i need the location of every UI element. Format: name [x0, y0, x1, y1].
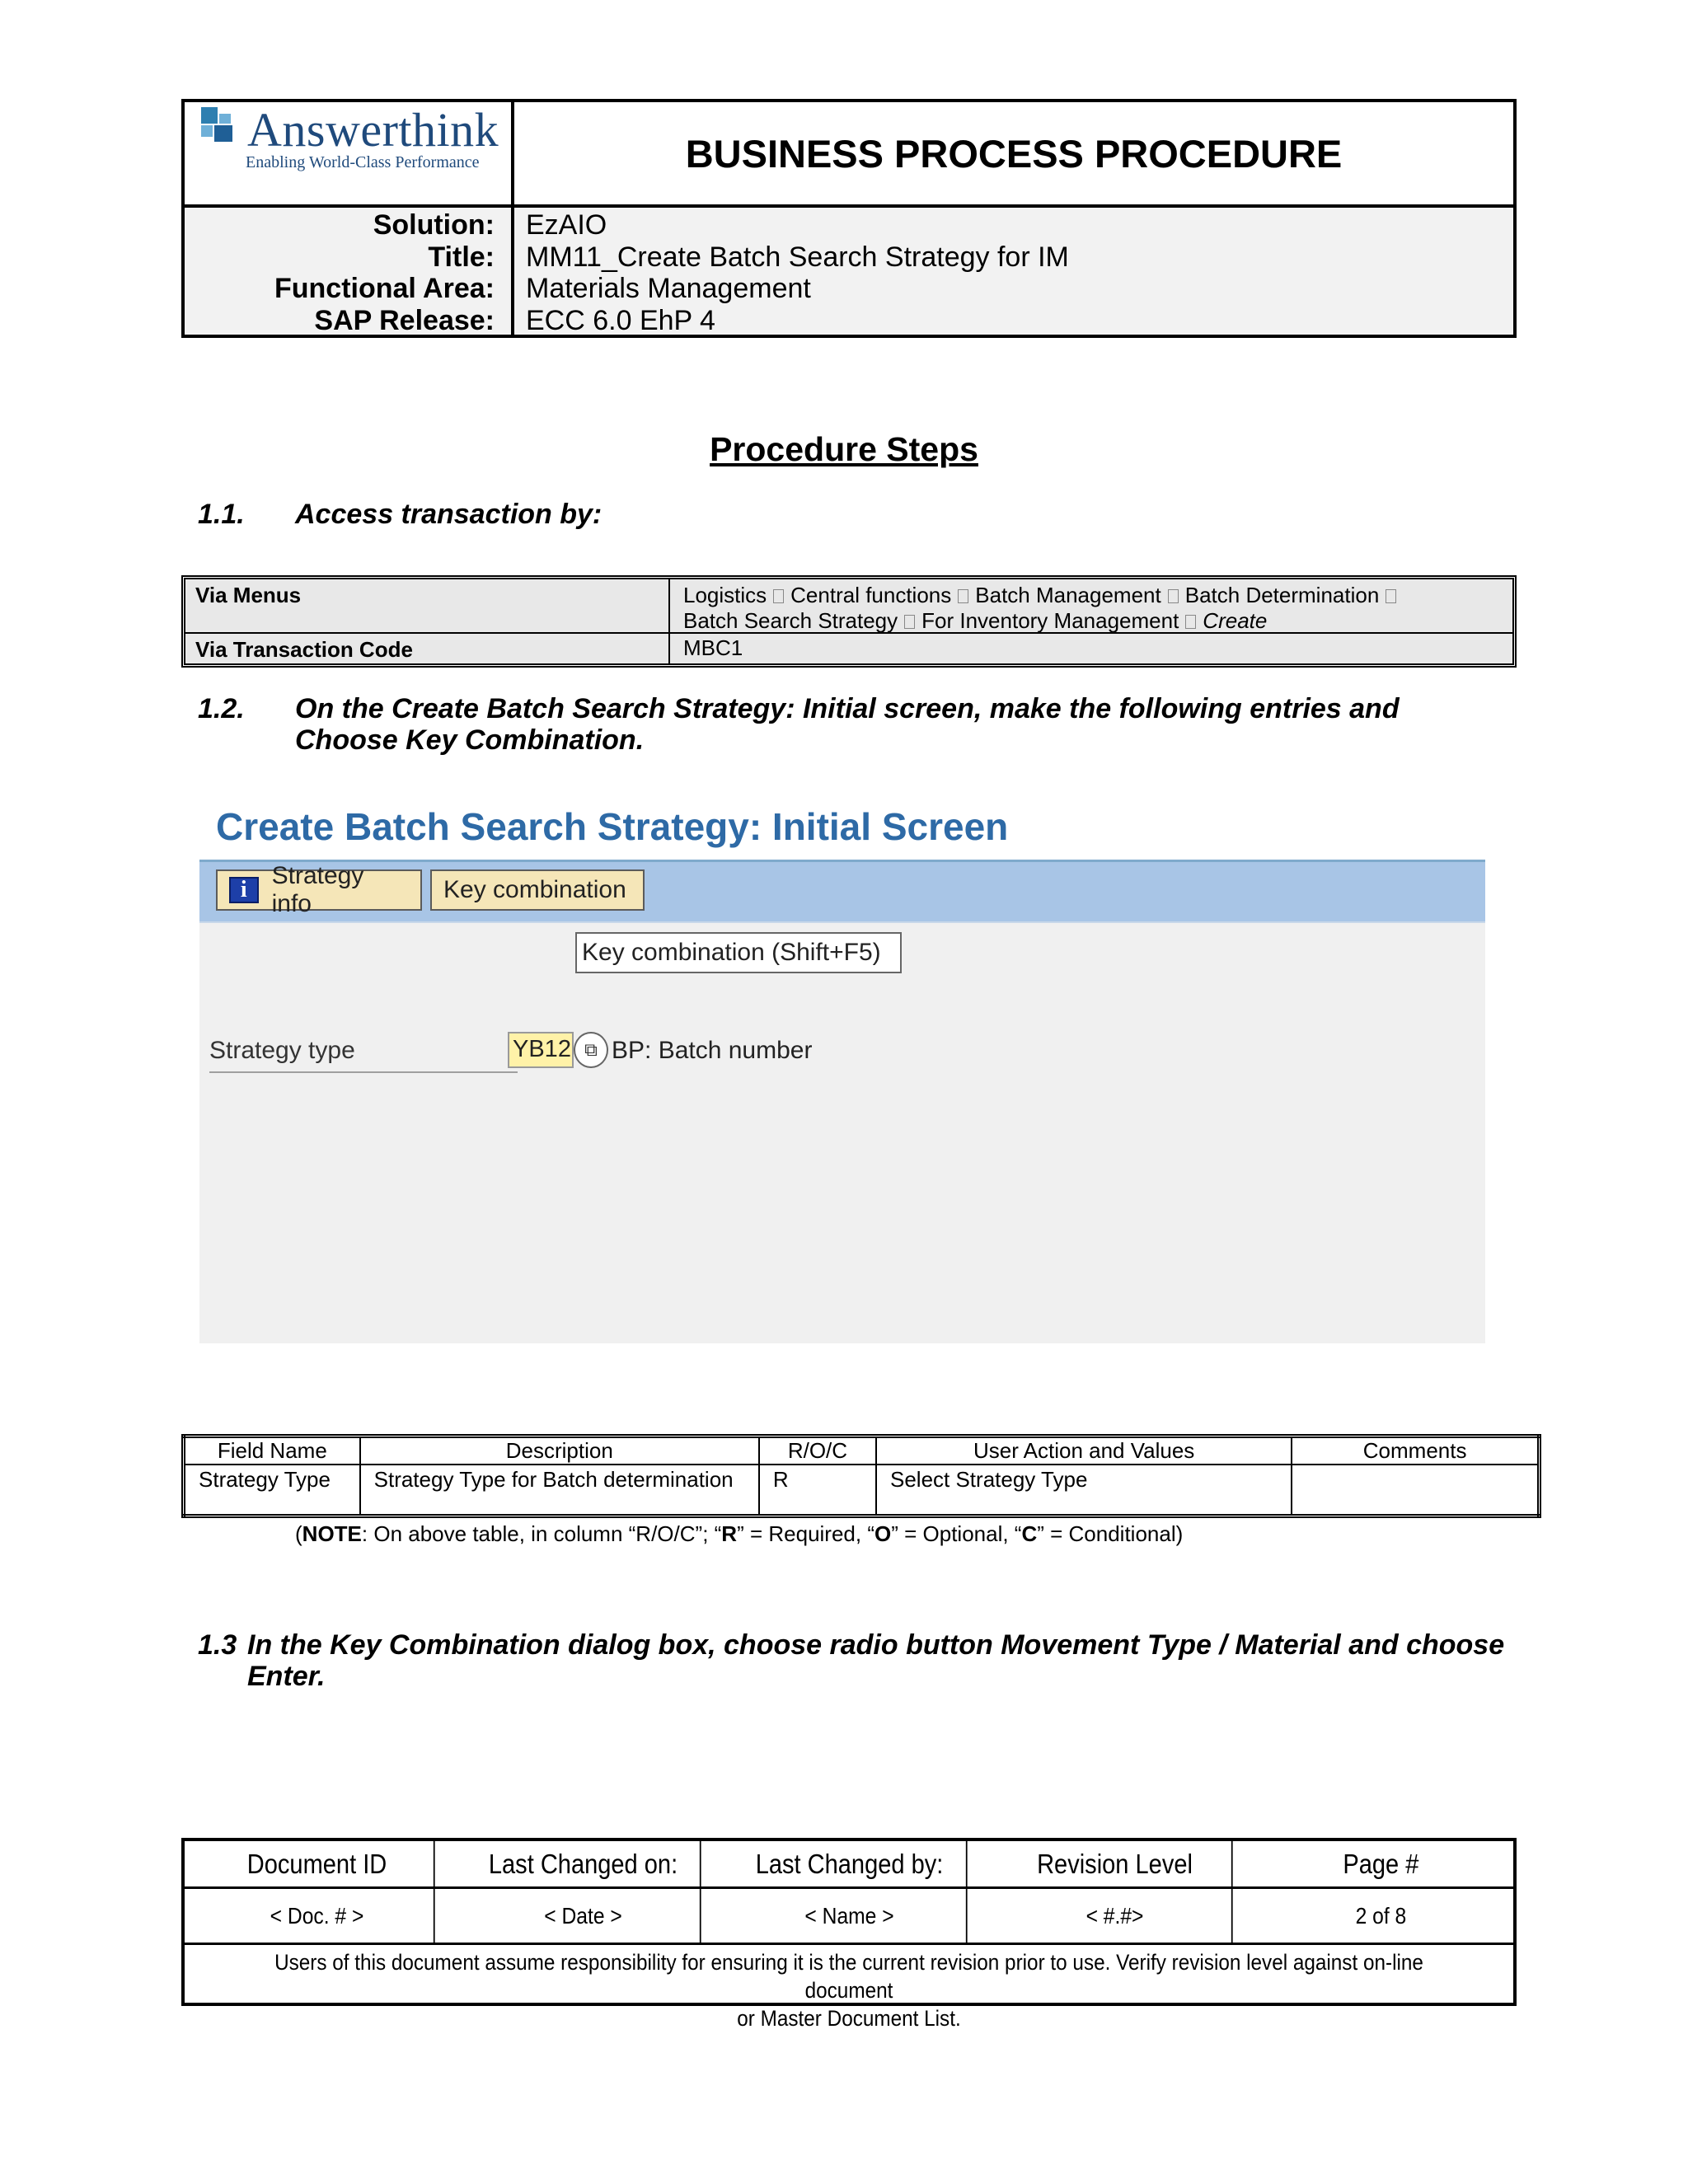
- via-menus-label: Via Menus: [185, 579, 670, 632]
- table-row: [184, 1465, 1540, 1516]
- note-text: (: [295, 1521, 302, 1546]
- menu-path-item: Central functions: [790, 583, 952, 607]
- value-help-icon[interactable]: ⧉: [574, 1032, 608, 1068]
- note-text: : On above table, in column “R/O/C”; “: [361, 1521, 722, 1546]
- col-header-roc: R/O/C: [759, 1436, 876, 1465]
- note-text: ” = Optional, “: [891, 1521, 1022, 1546]
- path-separator-icon: [1185, 615, 1196, 629]
- sap-title-bar: [199, 798, 1485, 862]
- strategy-info-button[interactable]: [216, 862, 422, 917]
- footer-page-number: 2 of 8: [1355, 1903, 1407, 1929]
- step-text-line2: Enter.: [247, 1661, 326, 1692]
- disclaimer-line1: Users of this document assume responsibility for ensuring it is the current revision prior to use. Verify revision level against on-line document: [274, 1950, 1423, 2003]
- footer-disclaimer: [251, 1945, 1447, 2032]
- menu-path-item: For Inventory Management: [921, 608, 1179, 633]
- footer-document-id-header: Document ID: [200, 1841, 434, 1886]
- roc-note: [295, 1521, 1183, 1547]
- footer-document-id: < Doc. # >: [200, 1889, 434, 1943]
- step-text-line2: Choose Key Combination.: [295, 724, 645, 756]
- via-menus-row: [185, 579, 1512, 634]
- via-tcode-row: [185, 634, 1512, 663]
- step-number: 1.2.: [198, 693, 245, 724]
- note-text: ” = Required, “: [737, 1521, 874, 1546]
- footer-revision-level-header: Revision Level: [999, 1841, 1233, 1886]
- table-header-row: [184, 1436, 1540, 1465]
- menu-path-item: Batch Determination: [1184, 583, 1380, 607]
- document-footer: [181, 1838, 1517, 2031]
- menu-path-item: Batch Management: [975, 583, 1161, 607]
- path-separator-icon: [1386, 589, 1396, 603]
- cell-roc: R: [759, 1465, 876, 1516]
- info-icon: i: [229, 877, 259, 903]
- step-number: 1.3: [198, 1629, 237, 1661]
- strategy-type-description: BP: Batch number: [612, 1037, 813, 1064]
- procedure-steps-heading: Procedure Steps: [710, 430, 978, 468]
- logo-mark-icon: [201, 107, 237, 143]
- strategy-type-input[interactable]: YB12: [508, 1032, 574, 1068]
- key-combination-tooltip: Key combination (Shift+F5): [575, 932, 902, 973]
- col-header-user-action: User Action and Values: [876, 1436, 1292, 1465]
- cell-description: Strategy Type for Batch determination: [360, 1465, 759, 1516]
- col-header-description: Description: [360, 1436, 759, 1465]
- key-combination-button[interactable]: [430, 869, 645, 911]
- path-separator-icon: [773, 589, 784, 603]
- tcode-value: MBC1: [670, 634, 1512, 663]
- cell-user-action: Select Strategy Type: [876, 1465, 1292, 1516]
- sap-screen: [199, 798, 1485, 1343]
- document-type-title: BUSINESS PROCESS PROCEDURE: [685, 131, 1343, 176]
- cell-comments: [1292, 1465, 1539, 1516]
- menu-path-item: Logistics: [683, 583, 767, 607]
- solution-label: Solution:: [373, 209, 495, 241]
- title-value: MM11_Create Batch Search Strategy for IM: [526, 241, 1069, 273]
- disclaimer-line2: or Master Document List.: [737, 2006, 961, 2031]
- header-labels: [185, 208, 514, 335]
- note-text: ” = Conditional): [1037, 1521, 1184, 1546]
- path-separator-icon: [904, 615, 915, 629]
- solution-value: EzAIO: [526, 209, 607, 241]
- access-transaction-table: [181, 575, 1517, 668]
- step-text-line1: In the Key Combination dialog box, choose radio button Movement Type / Material and choose: [247, 1629, 1505, 1661]
- field-entries-table: [181, 1434, 1541, 1518]
- col-header-field-name: Field Name: [184, 1436, 360, 1465]
- functional-area-value: Materials Management: [526, 273, 811, 304]
- note-code-r: R: [721, 1521, 738, 1546]
- title-label: Title:: [428, 241, 495, 273]
- logo-tagline: Enabling World-Class Performance: [246, 153, 480, 171]
- footer-values-row: [185, 1889, 1513, 1945]
- col-header-comments: Comments: [1292, 1436, 1539, 1465]
- header-info-rows: [185, 208, 1513, 335]
- path-separator-icon: [958, 589, 968, 603]
- cell-field-name: Strategy Type: [184, 1465, 360, 1516]
- key-combination-label: Key combination: [443, 876, 626, 903]
- step-text: Access transaction by:: [295, 499, 603, 530]
- step-number: 1.1.: [198, 499, 245, 530]
- menu-path-item: Create: [1203, 608, 1268, 633]
- menu-path-item: Batch Search Strategy: [683, 608, 898, 633]
- sap-application-toolbar: [199, 862, 1485, 923]
- footer-last-changed-by: < Name >: [733, 1889, 967, 1943]
- header-top-row: [185, 102, 1513, 208]
- company-logo: [185, 102, 514, 204]
- sap-release-value: ECC 6.0 EhP 4: [526, 304, 715, 336]
- header-values: [514, 208, 1513, 335]
- footer-page-header: Page #: [1343, 1849, 1419, 1879]
- path-separator-icon: [1168, 589, 1179, 603]
- footer-last-changed-by-header: Last Changed by:: [733, 1841, 967, 1886]
- footer-last-changed-on-header: Last Changed on:: [467, 1841, 701, 1886]
- footer-last-changed-on: < Date >: [467, 1889, 701, 1943]
- document-header: [181, 99, 1517, 338]
- sap-screen-title: Create Batch Search Strategy: Initial Screen: [216, 805, 1009, 848]
- note-label: NOTE: [302, 1521, 362, 1546]
- step-text-line1: On the Create Batch Search Strategy: Initial screen, make the following entries and: [295, 693, 1400, 724]
- sap-release-label: SAP Release:: [314, 304, 495, 336]
- strategy-type-label: Strategy type: [209, 1037, 518, 1073]
- logo-wordmark: Answerthink: [247, 103, 499, 157]
- footer-header-row: [185, 1841, 1513, 1889]
- strategy-info-label: Strategy info: [271, 862, 364, 917]
- menu-path: [670, 579, 1512, 632]
- note-code-c: C: [1021, 1521, 1038, 1546]
- via-tcode-label: Via Transaction Code: [185, 634, 670, 663]
- note-code-o: O: [874, 1521, 892, 1546]
- functional-area-label: Functional Area:: [274, 273, 495, 304]
- footer-revision-level: < #.#>: [999, 1889, 1233, 1943]
